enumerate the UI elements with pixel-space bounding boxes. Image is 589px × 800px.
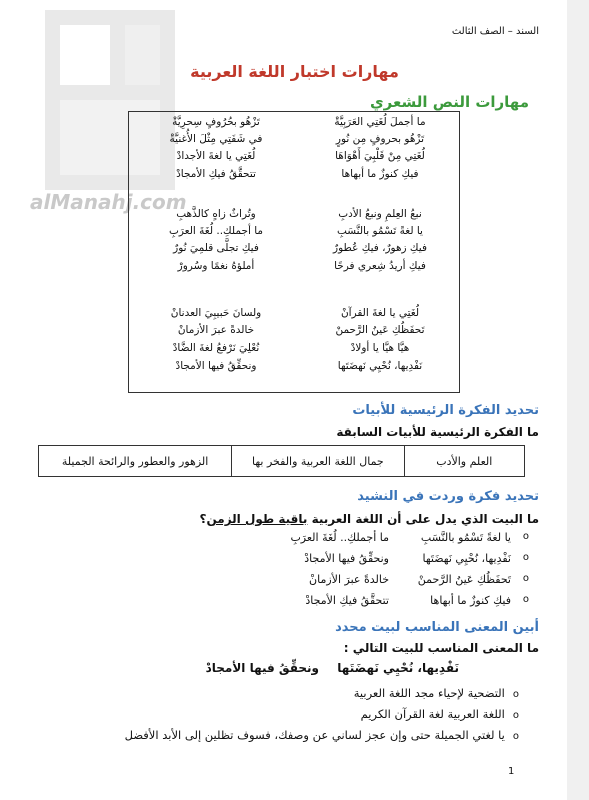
verse-second-half: ونحقِّقُ فيها الأمجادْ [175, 360, 257, 372]
watermark-site: alManahj.com [30, 190, 187, 214]
option-verse-first-half: يا لغةً تَسْمُو بالنَّسَبِ [420, 531, 511, 544]
poem-section-heading: مهارات النص الشعري [369, 93, 529, 111]
target-verse-second-half: ونحقِّقُ فيها الأمجادْ [205, 661, 319, 675]
verse-first-half: فيكِ كنوزٌ ما أبهاها [341, 168, 419, 180]
meaning-option-text: اللغة العربية لغة القرآن الكريم [360, 707, 505, 721]
meaning-option[interactable] [125, 728, 519, 742]
meaning-heading: أبين المعنى المناسب لبيت محدد [335, 620, 539, 635]
verse-first-half: لُغَتِي مِنْ قَلْبِيَ أَهْوَاهَا [335, 150, 425, 162]
verse-second-half: خالدةً عبرَ الأزمانْ [177, 324, 255, 336]
verse-second-half: تتحقَّقُ فيكِ الأمجادْ [176, 168, 256, 180]
radio-bullet-icon[interactable]: o [512, 710, 519, 721]
verse-first-half: نبعُ العِلمِ ونبعُ الأدبِ [338, 208, 422, 220]
question-mark: ؟ [199, 512, 207, 526]
verse-second-half: أملؤهُ نغمًا وسُرورْ [177, 260, 255, 272]
verse-first-half: يا لغةً تَسْمُو بالنَّسَبِ [337, 225, 423, 237]
main-idea-heading: تحديد الفكرة الرئيسية للأبيات [352, 403, 539, 418]
verse-first-half: نَفْدِيها، نُحْيِي نَهضَتَها [337, 360, 423, 372]
page-number: 1 [508, 766, 515, 777]
option-verse-second-half: ما أجملكِ.. لُغَةَ العرَبِ [290, 531, 389, 544]
meaning-option-text: التضحية لإحياء مجد اللغة العربية [353, 686, 505, 700]
option-verse-second-half: تتحقَّقُ فيكِ الأمجادْ [305, 594, 389, 607]
main-idea-options-table [38, 445, 525, 477]
poem-idea-option[interactable] [279, 594, 529, 612]
verse-second-half: في شَفَتِي مِثْلَ الأُغنيَّةْ [169, 133, 263, 145]
option-verse-first-half: فيكِ كنوزٌ ما أبهاها [430, 594, 511, 607]
poem-idea-heading: تحديد فكرة وردت في النشيد [357, 489, 539, 504]
poem-idea-option[interactable] [279, 573, 529, 591]
verse-first-half: ما أجملَ لُغَتِي العَرَبِيَّةْ [334, 116, 426, 128]
meaning-question: ما المعنى المناسب للبيت التالي : [343, 641, 539, 655]
verse-second-half: تَزْهُو بحُرُوفٍ سِحرِيَّةْ [172, 116, 260, 128]
option-verse-first-half: نَفْدِيها، نُحْيِي نَهضَتَها [422, 552, 511, 565]
poem-idea-question [200, 512, 540, 526]
main-idea-option[interactable]: جمال اللغة العربية والفخر بها [231, 446, 403, 476]
verse-first-half: فيكِ زهورٌ، فيكِ عُطورٌ [333, 242, 427, 254]
main-idea-option[interactable]: العلم والأدب [404, 446, 525, 476]
poem-idea-option[interactable] [279, 531, 529, 549]
radio-bullet-icon[interactable]: o [512, 731, 519, 742]
radio-bullet-icon[interactable]: o [522, 552, 529, 563]
verse-second-half: فيكِ تجلَّى قلمِيَ نُورٌ [173, 242, 259, 254]
page-title: مهارات اختبار اللغة العربية [190, 62, 399, 81]
meaning-option[interactable] [361, 707, 519, 721]
main-idea-question: ما الفكرة الرئيسية للأبيات السابقة [336, 425, 539, 439]
radio-bullet-icon[interactable]: o [522, 531, 529, 542]
option-verse-second-half: خالدةً عبرَ الأزمانْ [309, 573, 389, 586]
meaning-option-text: يا لغتي الجميلة حتى وإن عجز لساني عن وصفك، فسوف تظلين إلى الأبد الأفضل [124, 728, 505, 742]
option-verse-second-half: ونحقِّقُ فيها الأمجادْ [304, 552, 389, 565]
radio-bullet-icon[interactable]: o [522, 573, 529, 584]
radio-bullet-icon[interactable]: o [522, 594, 529, 605]
verse-first-half: فيكِ أريدُ شِعري فرحًا [334, 260, 426, 272]
verse-second-half: وتُراثٌ زاهٍ كالذَّهبِ [176, 208, 256, 220]
verse-second-half: لُغَتِي يا لغةَ الأجدادْ [176, 150, 256, 162]
verse-second-half: نُعْلِيَ نَرْفعُ لغةَ الضَّادْ [172, 342, 260, 354]
verse-first-half: تَزْهُو بحروفٍ مِن نُورٍ [335, 133, 425, 145]
main-idea-option[interactable]: الزهور والعطور والرائحة الجميلة [61, 454, 209, 468]
poem-box [128, 111, 460, 393]
option-verse-first-half: تَحفَظُكِ عَينُ الرَّحمنْ [417, 573, 511, 586]
page-edge-strip [567, 0, 589, 800]
verse-second-half: ولسانَ حَبيبِيَ العدنانْ [170, 307, 262, 319]
question-underlined: باقية طول الزمن [206, 512, 308, 526]
verse-second-half: ما أجملكِ.. لُغَةَ العرَبِ [168, 225, 264, 237]
verse-first-half: تَحفَظُكِ عَينُ الرَّحمنْ [335, 324, 425, 336]
question-text: ما البيت الذي يدل على أن اللغة العربية [307, 512, 539, 526]
radio-bullet-icon[interactable]: o [512, 689, 519, 700]
poem-idea-option[interactable] [279, 552, 529, 570]
verse-first-half: هيَّا هيَّا يا أولادْ [350, 342, 410, 354]
meaning-option[interactable] [354, 686, 519, 700]
header-text: السند – الصف الثالث [451, 26, 539, 37]
verse-first-half: لُغَتِي يا لغةَ القرآنْ [340, 307, 420, 319]
target-verse-first-half: نَفْدِيها، نُحْيِي نَهضَتَها [337, 661, 459, 675]
